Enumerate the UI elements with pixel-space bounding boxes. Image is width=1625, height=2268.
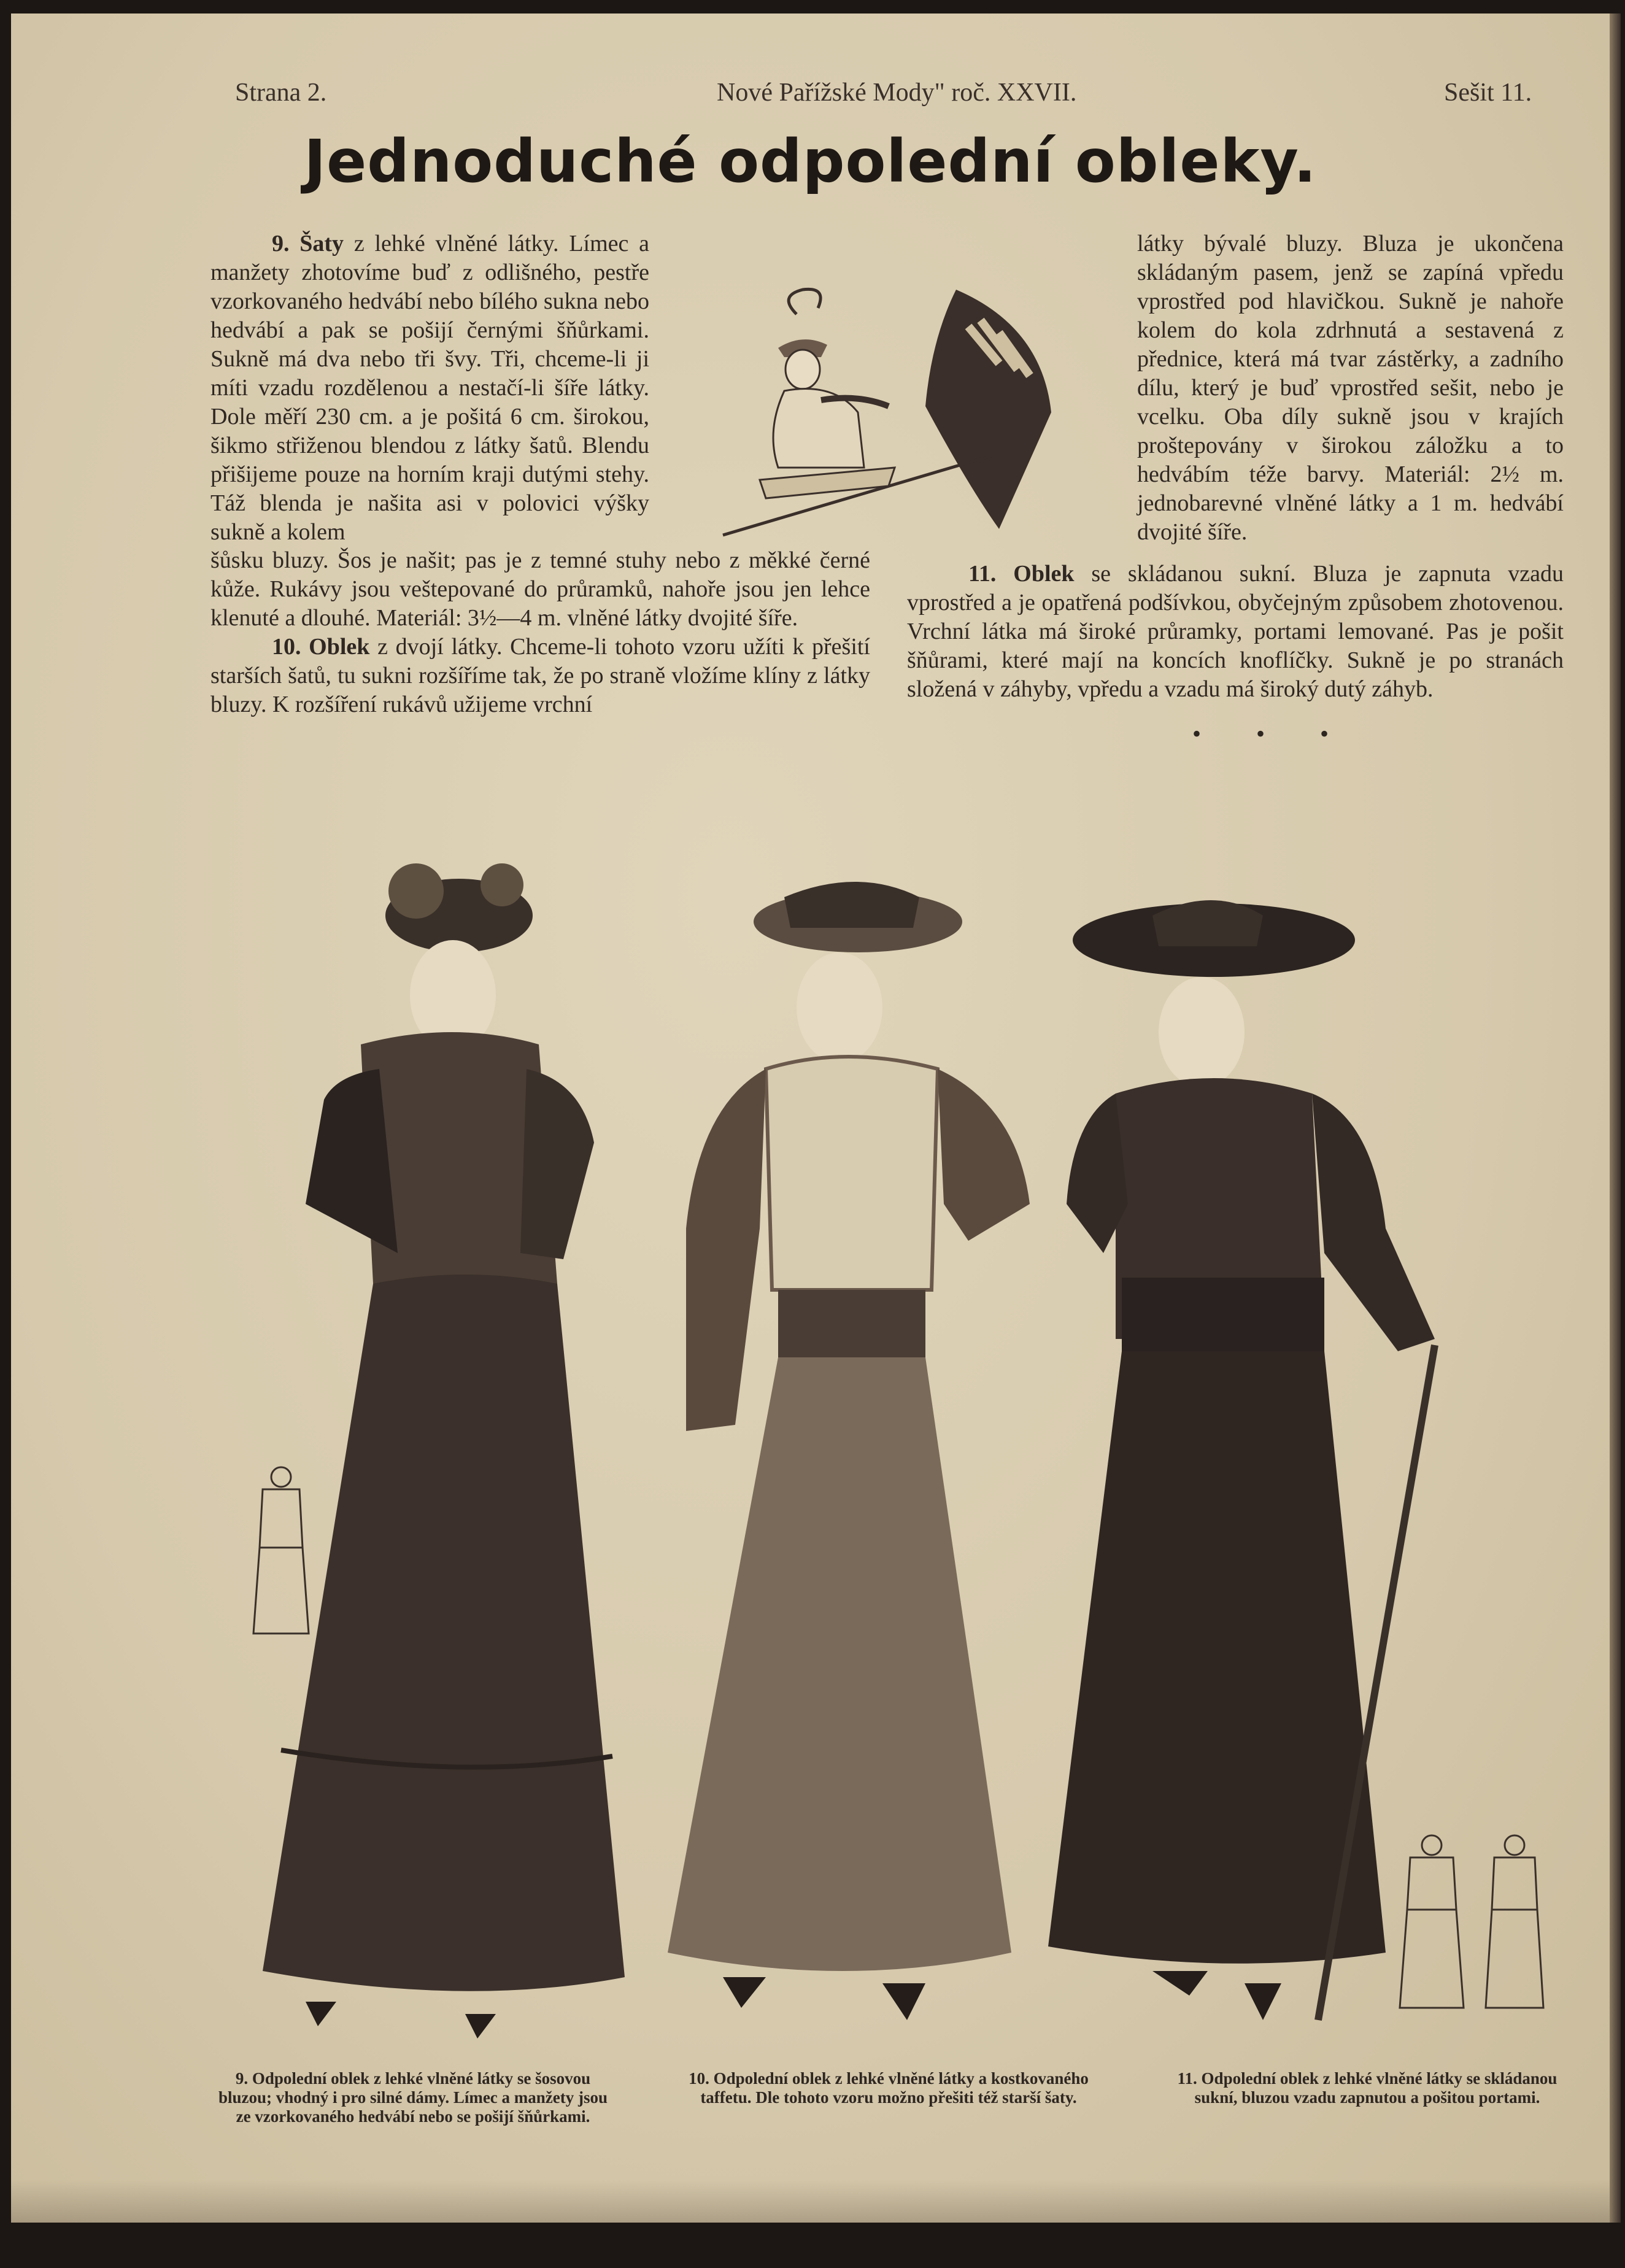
item-11-label: 11. Oblek <box>968 561 1075 587</box>
item-9-text-cont: šůsku bluzy. Šos je našit; pas je z temné stuhy nebo z měkké černé kůže. Rukávy jsou veštepované do průramků, nahoře jsou jen lehce klenuté a dlouhé. Materiál: 3½—4 m. vlněné látky dvojité šíře. <box>210 547 870 631</box>
caption-figure-10: 10. Odpolední oblek z lehké vlněné látky a kostkovaného taffetu. Dle tohoto vzoru možno přešiti též starší šaty. <box>689 2069 1089 2107</box>
journal-title: Nové Pařížské Mody" roč. XXVII. <box>717 79 1077 107</box>
figure-10-dress <box>668 882 1030 2020</box>
parasol-vignette-illustration <box>711 284 1054 547</box>
running-header <box>11 78 1610 115</box>
item-11-text: se skládanou sukní. Bluza je zapnuta vzadu vprostřed a je opatřená podšívkou, obyčejným způsobem zhotovenou. Vrchní látka má široké průramky, portami lemované. Pas je pošit šňůrami, které mají na koncích knoflíčky. Sukně je po stranách složená v záhyby, vpředu a vzadu má široký dutý záhyb. <box>907 561 1564 702</box>
text-item-11 <box>907 560 1564 704</box>
item-10-text-cont: látky bývalé bluzy. Bluza je ukončena skládaným pasem, jenž se zapíná vpředu vprostřed pod hlavičkou. Sukně je nahoře kolem do kola zdrhnutá a sestavená z přednice, která má tvar zástěrky, a zadního dílu, který je buď vprostřed sešit, nebo je vcelku. Oba díly sukně jsou v krajích proštepovány v širokou záložku a to hedvábím téže barvy. Materiál: 2½ m. jednobarevné vlněné látky a 1 m. hedvábí dvojité šíře. <box>1137 231 1564 545</box>
binding-edge <box>1610 14 1621 2223</box>
item-10-label: 10. Oblek <box>272 634 370 660</box>
lady-figure-icon <box>760 289 895 498</box>
figure-9-dress <box>263 863 625 2038</box>
page-number: Strana 2. <box>235 79 327 107</box>
fashion-plate-illustration <box>232 860 1570 2038</box>
article-title: Jednoduché odpolední obleky. <box>304 127 1317 196</box>
text-item-9-10 <box>210 546 870 719</box>
text-item-9 <box>210 230 649 547</box>
page-bottom-shadow <box>11 2180 1610 2223</box>
text-item-10-cont <box>1137 230 1564 547</box>
back-view-sketch-11b <box>1481 1830 1548 2014</box>
back-view-sketch-11a <box>1395 1830 1469 2014</box>
item-10-text: z dvojí látky. Chceme-li tohoto vzoru užíti k přešití starších šatů, tu sukni rozšíříme tak, že po straně vložíme klíny z látky bluzy. K rozšíření rukávů užijeme vrchní <box>210 634 870 717</box>
figure-11-dress <box>1048 900 1435 2020</box>
item-9-label: 9. Šaty <box>272 231 344 256</box>
caption-figure-9: 9. Odpolední oblek z lehké vlněné látky se šosovou bluzou; vhodný i pro silné dámy. Límec a manžety jsou ze vzorkovaného hedvábí nebo se pošijí šňůrkami. <box>218 2069 608 2126</box>
item-9-text: z lehké vlněné látky. Límec a manžety zhotovíme buď z odlišného, pestře vzorkovaného hedvábí nebo bílého sukna nebo hedvábí a pak se pošijí černými šňůrkami. Sukně má dva nebo tři švy. Tři, chceme-li ji míti vzadu rozdělenou a nestačí-li šíře látky. Dole měří 230 cm. a je pošitá 6 cm. širokou, šikmo střiženou blendou z látky šatů. Blendu přišijeme pouze na horním kraji dutými stehy. Táž blenda je našita asi v polovici výšky sukně a kolem <box>210 231 650 545</box>
magazine-page <box>11 14 1610 2223</box>
issue-number: Sešit 11. <box>1444 79 1532 107</box>
caption-figure-11: 11. Odpolední oblek z lehké vlněné látky se skládanou sukní, bluzou vzadu zapnutou a pošitou portami. <box>1177 2069 1557 2107</box>
back-view-sketch-9 <box>247 1462 315 1640</box>
section-dots: • • • <box>1192 720 1354 747</box>
